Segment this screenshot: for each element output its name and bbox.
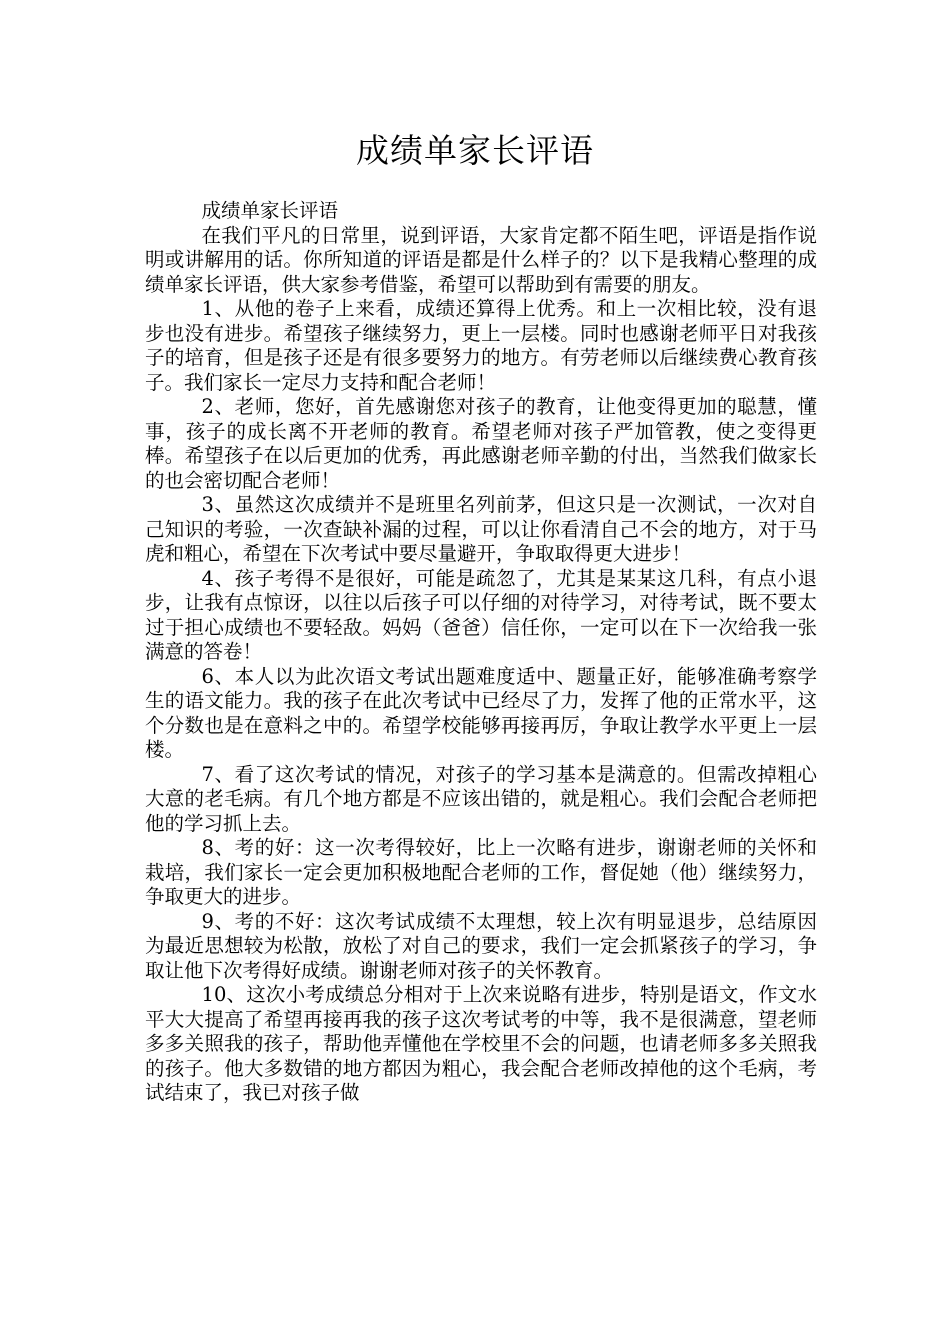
intro-paragraph: 在我们平凡的日常里，说到评语，大家肯定都不陌生吧，评语是指作说明或讲解用的话。你所知道的评语是都是什么样子的？以下是我精心整理的成绩单家长评语，供大家参考借鉴，希望可以帮助到有需要的朋友。 bbox=[145, 223, 817, 296]
comment-paragraph-8: 8、考的好：这一次考得较好，比上一次略有进步，谢谢老师的关怀和栽培，我们家长一定会更加积极地配合老师的工作，督促她（他）继续努力，争取更大的进步。 bbox=[145, 836, 817, 908]
comment-paragraph-9: 9、考的不好：这次考试成绩不太理想，较上次有明显退步，总结原因为最近思想较为松散，放松了对自己的要求，我们一定会抓紧孩子的学习，争取让他下次考得好成绩。谢谢老师对孩子的关怀教育。 bbox=[145, 909, 817, 982]
comment-paragraph-4: 4、孩子考得不是很好，可能是疏忽了，尤其是某某这几科，有点小退步，让我有点惊讶，以往以后孩子可以仔细的对待学习，对待考试，既不要太过于担心成绩也不要轻敌。妈妈（爸爸）信任你，一定可以在下一次给我一张满意的答卷！ bbox=[145, 566, 817, 663]
document-title: 成绩单家长评语 bbox=[356, 131, 594, 170]
comment-paragraph-6: 6、本人以为此次语文考试出题难度适中、题量正好，能够准确考察学生的语文能力。我的孩子在此次考试中已经尽了力，发挥了他的正常水平，这个分数也是在意料之中的。希望学校能够再接再厉，争取让教学水平更上一层楼。 bbox=[145, 664, 817, 761]
comment-paragraph-10: 10、这次小考成绩总分相对于上次来说略有进步，特别是语文，作文水平大大提高了希望再接再我的孩子这次考试考的中等，我不是很满意，望老师多多关照我的孩子，帮助他弄懂他在学校里不会的问题，也请老师多多关照我的孩子。他大多数错的地方都因为粗心，我会配合老师改掉他的这个毛病，考试结束了，我已对孩子做 bbox=[145, 983, 817, 1104]
comment-paragraph-1: 1、从他的卷子上来看，成绩还算得上优秀。和上一次相比较，没有退步也没有进步。希望孩子继续努力，更上一层楼。同时也感谢老师平日对我孩子的培育，但是孩子还是有很多要努力的地方。有劳老师以后继续费心教育孩子。我们家长一定尽力支持和配合老师！ bbox=[145, 297, 817, 394]
comment-paragraph-2: 2、老师，您好，首先感谢您对孩子的教育，让他变得更加的聪慧，懂事，孩子的成长离不开老师的教育。希望老师对孩子严加管教，使之变得更棒。希望孩子在以后更加的优秀，再此感谢老师辛勤的付出，当然我们做家长的也会密切配合老师！ bbox=[145, 395, 817, 492]
comment-paragraph-3: 3、虽然这次成绩并不是班里名列前茅，但这只是一次测试，一次对自己知识的考验，一次查缺补漏的过程，可以让你看清自己不会的地方，对于马虎和粗心，希望在下次考试中要尽量避开，争取取得更大进步！ bbox=[145, 493, 817, 565]
subtitle-paragraph: 成绩单家长评语 bbox=[201, 199, 339, 222]
document-body bbox=[145, 199, 817, 1106]
comment-paragraph-7: 7、看了这次考试的情况，对孩子的学习基本是满意的。但需改掉粗心大意的老毛病。有几个地方都是不应该出错的，就是粗心。我们会配合老师把他的学习抓上去。 bbox=[145, 762, 817, 835]
